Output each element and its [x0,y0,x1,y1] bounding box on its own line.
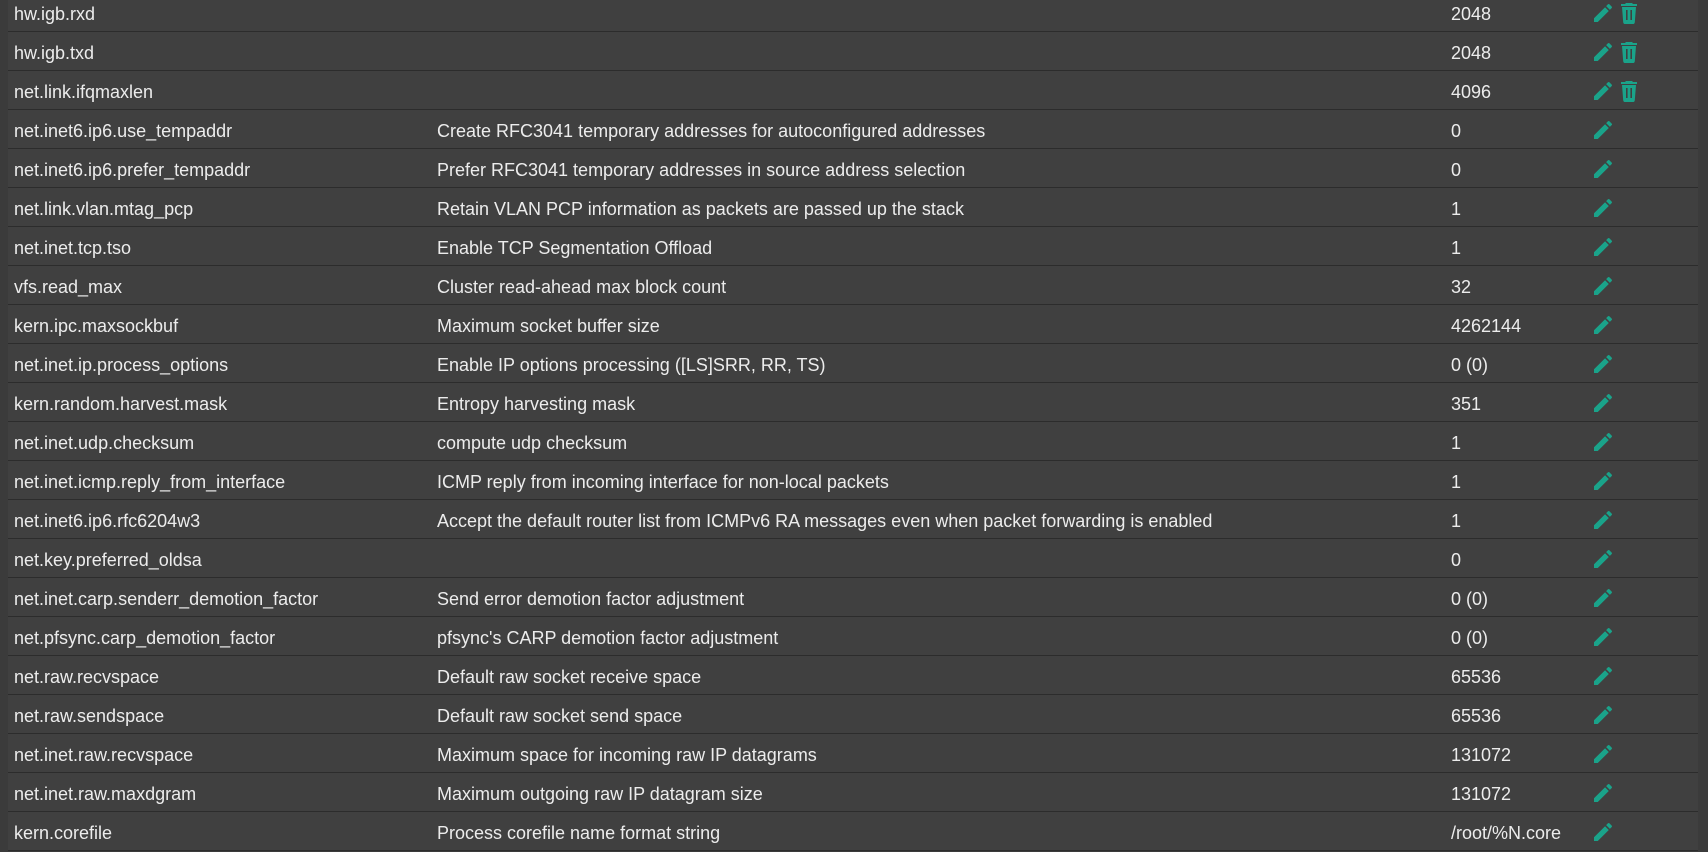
table-row [8,734,1698,773]
tunable-name: net.inet.udp.checksum [14,433,195,453]
tunable-value: 4096 [1451,82,1492,102]
row-actions [1591,468,1615,494]
row-actions [1591,234,1615,260]
tunable-description: Default raw socket receive space [437,667,702,687]
row-actions [1591,429,1615,455]
tunable-name: net.key.preferred_oldsa [14,550,202,570]
row-actions [1591,273,1615,299]
pencil-icon[interactable] [1591,79,1615,103]
tunable-description: Enable IP options processing ([LS]SRR, RR, TS) [437,355,826,375]
tunable-description: Entropy harvesting mask [437,394,636,414]
row-actions [1591,312,1615,338]
tunable-value: 131072 [1451,745,1512,765]
tunable-name: net.raw.sendspace [14,706,165,726]
tunable-value: 2048 [1451,4,1492,24]
tunable-value: 0 (0) [1451,355,1489,375]
tunable-value: 131072 [1451,784,1512,804]
pencil-icon[interactable] [1591,235,1615,259]
tunable-value: 4262144 [1451,316,1522,336]
tunable-value: 0 (0) [1451,589,1489,609]
pencil-icon[interactable] [1591,703,1615,727]
table-row [8,149,1698,188]
tunable-description: Accept the default router list from ICMPv6 RA messages even when packet forwarding is enabled [437,511,1213,531]
pencil-icon[interactable] [1591,196,1615,220]
tunable-value: 1 [1451,199,1462,219]
table-row [8,539,1698,578]
pencil-icon[interactable] [1591,781,1615,805]
table-row [8,266,1698,305]
tunable-value: 0 [1451,121,1462,141]
table-row [8,812,1698,851]
tunable-name: net.pfsync.carp_demotion_factor [14,628,276,648]
tunable-name: net.link.vlan.mtag_pcp [14,199,194,219]
tunable-name: net.raw.recvspace [14,667,160,687]
row-actions [1591,0,1641,26]
tunable-name: kern.corefile [14,823,113,843]
pencil-icon[interactable] [1591,547,1615,571]
row-actions [1591,117,1615,143]
tunable-value: /root/%N.core [1451,823,1562,843]
tunable-name: net.inet6.ip6.rfc6204w3 [14,511,201,531]
tunable-description: pfsync's CARP demotion factor adjustment [437,628,779,648]
tunable-name: kern.random.harvest.mask [14,394,228,414]
pencil-icon[interactable] [1591,664,1615,688]
pencil-icon[interactable] [1591,430,1615,454]
tunable-name: net.inet.carp.senderr_demotion_factor [14,589,319,609]
row-actions [1591,39,1641,65]
tunable-value: 1 [1451,238,1462,258]
table-row [8,383,1698,422]
table-row [8,422,1698,461]
tunables-table [8,0,1698,851]
row-actions [1591,702,1615,728]
tunable-description: Cluster read-ahead max block count [437,277,727,297]
pencil-icon[interactable] [1591,352,1615,376]
pencil-icon[interactable] [1591,625,1615,649]
tunable-name: net.inet.icmp.reply_from_interface [14,472,286,492]
tunable-name: hw.igb.rxd [14,4,96,24]
tunable-name: net.inet.raw.maxdgram [14,784,197,804]
table-row [8,32,1698,71]
table-row [8,110,1698,149]
table-row [8,71,1698,110]
tunable-value: 65536 [1451,667,1502,687]
table-row [8,0,1698,32]
tunable-value: 1 [1451,433,1462,453]
tunable-name: kern.ipc.maxsockbuf [14,316,179,336]
pencil-icon[interactable] [1591,40,1615,64]
tunable-name: net.inet6.ip6.prefer_tempaddr [14,160,251,180]
table-row [8,695,1698,734]
tunable-name: net.inet.ip.process_options [14,355,229,375]
tunable-description: Prefer RFC3041 temporary addresses in source address selection [437,160,966,180]
row-actions [1591,156,1615,182]
tunable-description: Enable TCP Segmentation Offload [437,238,713,258]
trash-icon[interactable] [1617,1,1641,25]
row-actions [1591,780,1615,806]
pencil-icon[interactable] [1591,274,1615,298]
row-actions [1591,546,1615,572]
table-row [8,227,1698,266]
pencil-icon[interactable] [1591,742,1615,766]
row-actions [1591,585,1615,611]
pencil-icon[interactable] [1591,586,1615,610]
row-actions [1591,507,1615,533]
pencil-icon[interactable] [1591,391,1615,415]
tunable-description: Process corefile name format string [437,823,721,843]
tunable-value: 0 (0) [1451,628,1489,648]
table-row [8,461,1698,500]
tunable-value: 1 [1451,511,1462,531]
pencil-icon[interactable] [1591,313,1615,337]
row-actions [1591,78,1641,104]
row-actions [1591,624,1615,650]
tunable-name: net.inet.raw.recvspace [14,745,194,765]
tunable-value: 32 [1451,277,1472,297]
row-actions [1591,741,1615,767]
tunable-name: vfs.read_max [14,277,123,297]
tunable-value: 2048 [1451,43,1492,63]
tunable-description: Default raw socket send space [437,706,683,726]
tunable-description: compute udp checksum [437,433,628,453]
row-actions [1591,351,1615,377]
table-row [8,617,1698,656]
tunable-description: Maximum space for incoming raw IP datagrams [437,745,817,765]
table-row [8,305,1698,344]
pencil-icon[interactable] [1591,1,1615,25]
tunable-description: ICMP reply from incoming interface for non-local packets [437,472,889,492]
pencil-icon[interactable] [1591,820,1615,844]
tunable-name: net.link.ifqmaxlen [14,82,154,102]
table-row [8,656,1698,695]
tunable-description: Maximum outgoing raw IP datagram size [437,784,763,804]
table-row [8,344,1698,383]
pencil-icon[interactable] [1591,508,1615,532]
table-row [8,500,1698,539]
tunable-value: 0 [1451,160,1462,180]
tunable-description: Send error demotion factor adjustment [437,589,745,609]
tunable-description: Maximum socket buffer size [437,316,660,336]
trash-icon[interactable] [1617,79,1641,103]
tunable-value: 0 [1451,550,1462,570]
table-row [8,773,1698,812]
row-actions [1591,819,1615,845]
table-row [8,188,1698,227]
pencil-icon[interactable] [1591,118,1615,142]
tunable-name: net.inet.tcp.tso [14,238,132,258]
tunable-name: net.inet6.ip6.use_tempaddr [14,121,233,141]
row-actions [1591,663,1615,689]
pencil-icon[interactable] [1591,469,1615,493]
row-actions [1591,195,1615,221]
tunable-description: Create RFC3041 temporary addresses for autoconfigured addresses [437,121,986,141]
trash-icon[interactable] [1617,40,1641,64]
tunable-description: Retain VLAN PCP information as packets are passed up the stack [437,199,964,219]
tunable-value: 1 [1451,472,1462,492]
tunable-name: hw.igb.txd [14,43,95,63]
table-row [8,578,1698,617]
tunable-value: 351 [1451,394,1482,414]
pencil-icon[interactable] [1591,157,1615,181]
row-actions [1591,390,1615,416]
tunable-value: 65536 [1451,706,1502,726]
